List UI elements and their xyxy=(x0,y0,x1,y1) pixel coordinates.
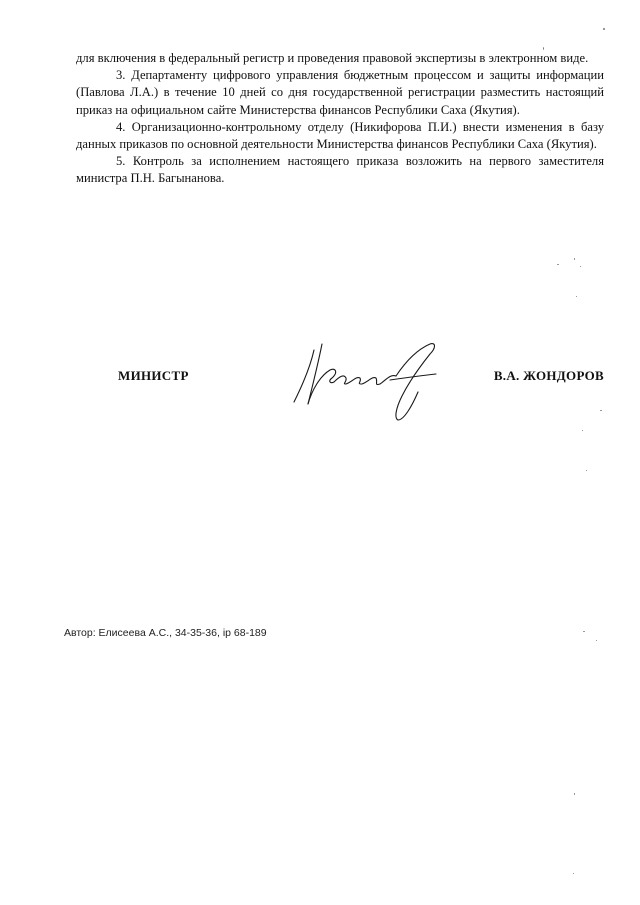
scan-speck xyxy=(596,640,597,641)
scan-speck xyxy=(576,296,577,297)
scan-speck xyxy=(573,873,574,874)
scan-speck xyxy=(600,410,602,411)
paragraph-item-4: 4. Организационно-контрольному отделу (Никифорова П.И.) внести изменения в базу данных приказов по основной деятельности Министерства финансов Республики Саха (Якутия). xyxy=(76,119,604,152)
paragraph-item-3: 3. Департаменту цифрового управления бюджетным процессом и защиты информации (Павлова Л.А.) в течение 10 дней со дня государственной регистрации разместить настоящий приказ на официальном сайте Министерства финансов Республики Саха (Якутия). xyxy=(76,68,604,117)
scan-speck xyxy=(574,258,575,260)
signatory-name: В.А. ЖОНДОРОВ xyxy=(493,368,604,383)
scan-speck xyxy=(557,264,559,265)
author-line: Автор: Елисеева А.С., 34-35-36, ip 68-189 xyxy=(64,627,267,639)
scan-speck xyxy=(583,631,585,632)
scan-speck xyxy=(543,47,544,50)
paragraph-item-5: 5. Контроль за исполнением настоящего приказа возложить на первого заместителя министра П.Н. Багынанова. xyxy=(76,154,604,186)
document-body xyxy=(76,50,604,188)
scan-speck xyxy=(580,266,581,267)
signature-block xyxy=(0,340,640,430)
scan-speck xyxy=(574,793,575,795)
scan-speck xyxy=(586,470,587,471)
scan-speck xyxy=(603,28,605,30)
scan-speck xyxy=(582,430,583,431)
handwritten-signature xyxy=(286,340,466,426)
signatory-title: МИНИСТР xyxy=(118,368,189,383)
paragraph-continuation: для включения в федеральный регистр и проведения правовой экспертизы в электронном виде. xyxy=(76,51,589,65)
